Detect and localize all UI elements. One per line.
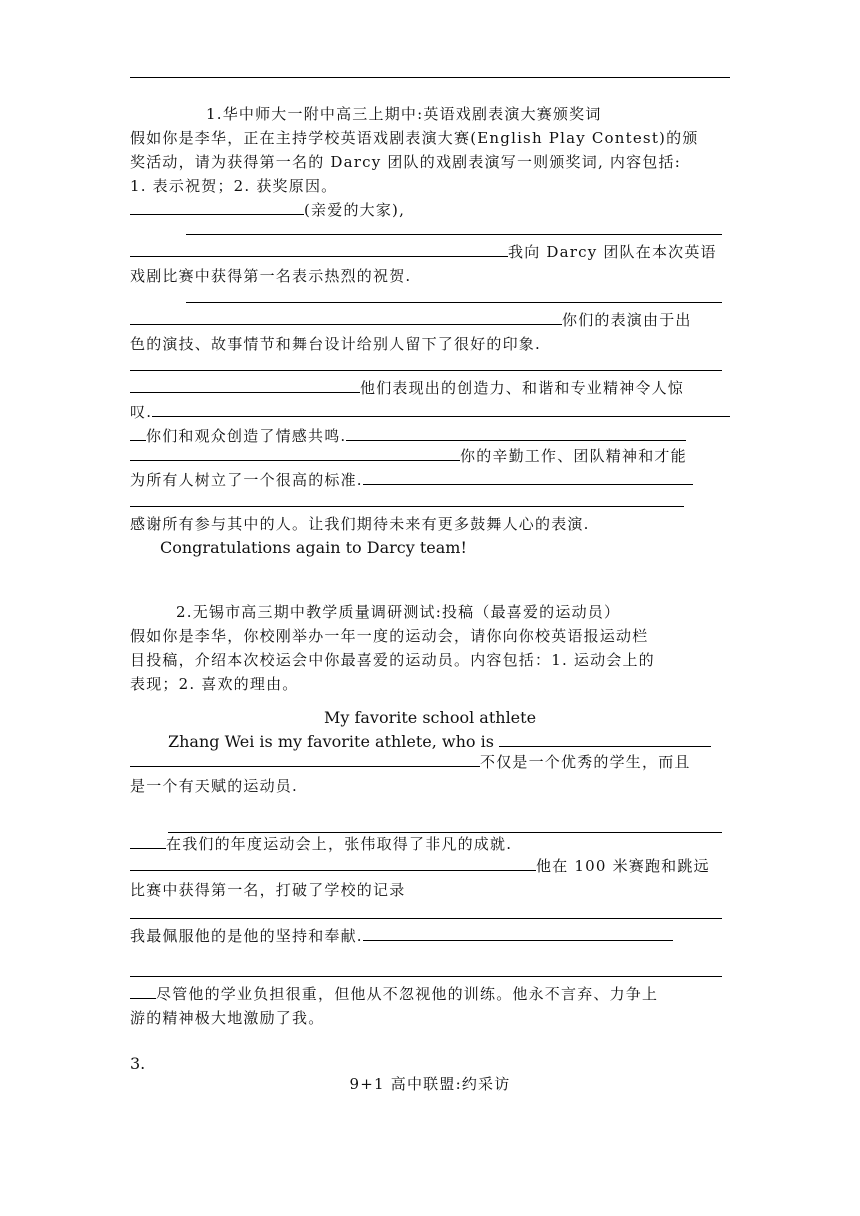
q2-essay-line-3 [130,834,512,854]
q1-sentence-3 [130,378,684,398]
q1-sentence-4 [130,426,686,446]
answer-blank[interactable] [130,200,304,215]
q1-sentence-3-end: 叹. [130,403,153,421]
q3-title: 9+1 高中联盟:约采访 [349,1075,511,1093]
answer-blank[interactable] [130,426,146,441]
q1-greeting-line [130,200,405,220]
q2-essay-line-4-cont: 比赛中获得第一名，打破了学校的记录 [130,881,406,899]
q1-blank-line[interactable] [186,220,722,240]
q1-blank-line[interactable] [130,492,684,512]
header-rule [130,77,730,78]
q2-essay-line-6 [130,984,658,1004]
answer-blank[interactable] [130,446,460,461]
answer-blank[interactable] [130,984,156,999]
answer-blank[interactable] [130,856,536,871]
q2-essay-line-6-text: 尽管他的学业负担很重，但他从不忽视他的训练。他永不言弃、力争上 [156,985,659,1003]
answer-blank[interactable] [130,378,360,393]
answer-blank[interactable] [130,310,562,325]
q1-sentence-5-text: 你的辛勤工作、团队精神和才能 [460,447,687,465]
q1-blank-line[interactable] [186,288,722,308]
answer-blank[interactable] [499,732,711,747]
q2-essay-line-6-cont: 游的精神极大地激励了我。 [130,1009,325,1027]
q2-prompt-line-3: 表现；2. 喜欢的理由。 [130,675,299,693]
q2-blank-line[interactable] [130,904,722,924]
q2-essay-line-5-text: 我最佩服他的是他的坚持和奉献. [130,927,363,945]
q1-sentence-2-cont: 色的演技、故事情节和舞台设计给别人留下了很好的印象. [130,335,541,353]
q1-greeting: (亲爱的大家), [304,201,406,219]
q1-sentence-2 [130,310,692,330]
answer-blank[interactable] [363,926,673,941]
q1-closing: Congratulations again to Darcy team! [160,538,467,557]
q2-essay-line-3-text: 在我们的年度运动会上，张伟取得了非凡的成就. [166,835,513,853]
answer-blank[interactable] [346,426,686,441]
q2-essay-line-4 [130,856,710,876]
q2-blank-line[interactable] [130,962,722,982]
answer-blank[interactable] [363,470,693,485]
q1-prompt-line-1: 假如你是李华，正在主持学校英语戏剧表演大赛(English Play Contest)的颁 [130,129,699,147]
answer-blank[interactable] [130,242,508,257]
q1-sentence-2-text: 你们的表演由于出 [562,311,692,329]
q1-sentence-5 [130,446,687,466]
q2-essay-line-4-text: 他在 100 米赛跑和跳远 [536,857,710,875]
q2-essay-line-1-text: Zhang Wei is my favorite athlete, who is [168,732,500,751]
answer-blank[interactable] [130,834,166,849]
q2-essay-line-1 [168,732,711,752]
q2-essay-line-2-text: 不仅是一个优秀的学生，而且 [480,753,691,771]
q1-sentence-5-cont [130,470,693,490]
q1-prompt-line-2: 奖活动，请为获得第一名的 Darcy 团队的戏剧表演写一则颁奖词, 内容包括: [130,153,681,171]
q2-essay-line-2-cont: 是一个有天赋的运动员. [130,777,298,795]
q3-number: 3. [130,1054,146,1073]
q1-sentence-3-cont [130,402,730,422]
q2-prompt-line-2: 目投稿，介绍本次校运会中你最喜爱的运动员。内容包括：1. 运动会上的 [130,651,655,669]
q1-sentence-6: 感谢所有参与其中的人。让我们期待未来有更多鼓舞人心的表演. [130,515,590,533]
q1-sentence-1-text: 我向 Darcy 团队在本次英语 [508,243,717,261]
q2-title: 2.无锡市高三期中教学质量调研测试:投稿（最喜爱的运动员） [176,603,621,621]
q2-essay-title: My favorite school athlete [323,708,537,727]
q1-blank-line[interactable] [130,356,722,376]
answer-blank[interactable] [130,752,480,767]
q2-essay-line-5 [130,926,673,946]
q1-sentence-3-text: 他们表现出的创造力、和谐和专业精神令人惊 [360,379,685,397]
q1-sentence-4-text: 你们和观众创造了情感共鸣. [146,427,347,445]
q2-essay-line-2 [130,752,691,772]
q2-prompt-line-1: 假如你是李华，你校刚举办一年一度的运动会，请你向你校英语报运动栏 [130,627,649,645]
q1-sentence-5-end: 为所有人树立了一个很高的标准. [130,471,363,489]
q1-prompt-line-3: 1. 表示祝贺；2. 获奖原因。 [130,177,338,195]
q1-sentence-1-cont: 戏剧比赛中获得第一名表示热烈的祝贺. [130,267,412,285]
q1-title: 1.华中师大一附中高三上期中:英语戏剧表演大赛颁奖词 [206,105,602,123]
answer-blank[interactable] [152,402,730,417]
q1-sentence-1 [130,242,717,262]
